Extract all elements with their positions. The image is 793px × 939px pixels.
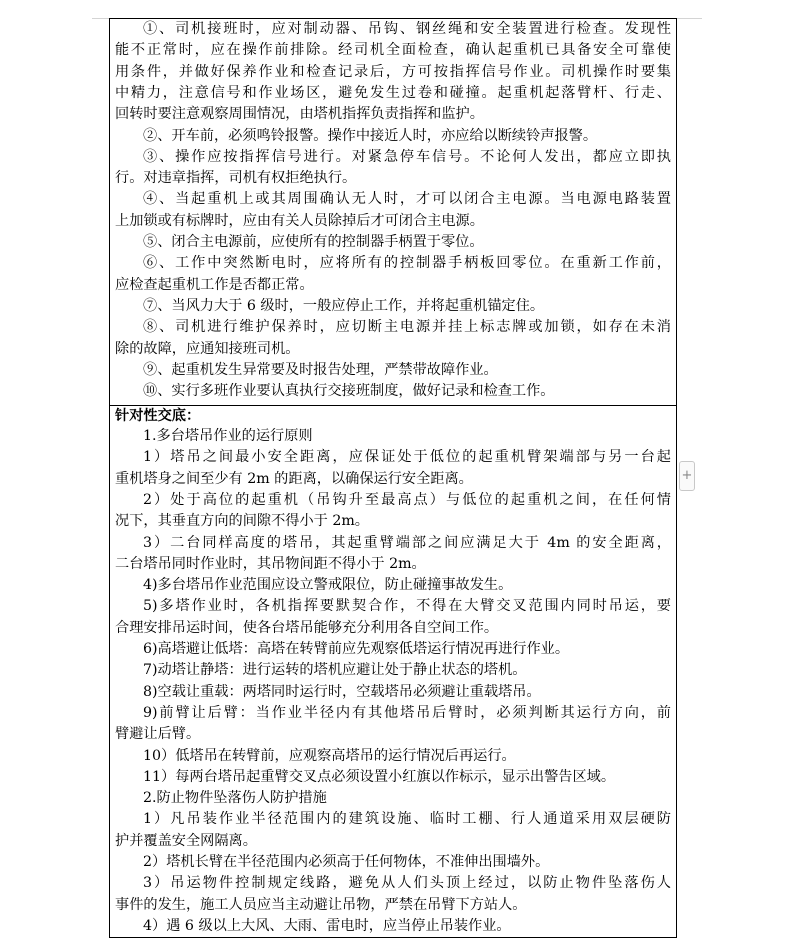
- text-line: 中精力，注意信号和作业场区，避免发生过卷和碰撞。起重机起落臂杆、行走、: [115, 84, 671, 101]
- text-line: 11）每两台塔吊起重臂交叉点必须设置小红旗以作标示，显示出警告区域。: [143, 768, 616, 785]
- text-line: ①、司机接班时，应对制动器、吊钩、钢丝绳和安全装置进行检查。发现性: [143, 21, 671, 37]
- text-line: 2.防止物件坠落伤人防护措施: [143, 790, 327, 807]
- text-line: ⑤、闭合主电源前，应使所有的控制器手柄置于零位。: [143, 234, 484, 250]
- text-line: 4)多台塔吊作业范围应设立警戒限位，防止碰撞事故发生。: [143, 577, 513, 594]
- text-line: 3）吊运物件控制规定线路，避免从人们头顶上经过，以防止物件坠落伤人: [143, 875, 671, 892]
- text-line: 1）凡吊装作业半径范围内的建筑设施、临时工棚、行人通道采用双层硬防: [143, 811, 671, 828]
- text-line: 上加锁或有标牌时，应由有关人员除掉后才可闭合主电源。: [115, 212, 484, 229]
- operation-rules-cell: [110, 19, 676, 405]
- text-line: ③、操作应按指挥信号进行。对紧急停车信号。不论何人发出，都应立即执: [143, 148, 671, 165]
- text-line: ④、当起重机上或其周围确认无人时，才可以闭合主电源。当电源电路装置: [143, 191, 671, 208]
- text-line: 除的故障，应通知接班司机。: [115, 340, 300, 357]
- section-heading: 针对性交底：: [115, 408, 201, 424]
- text-line: 8)空载让重载：两塔同时运行时，空载塔吊必须避让重载塔吊。: [143, 683, 541, 700]
- text-line: ⑦、当风力大于 6 级时，一般应停止工作，并将起重机锚定住。: [143, 297, 545, 314]
- text-line: 回转时要注意观察周围情况，由塔机指挥负责指挥和监护。: [115, 106, 484, 123]
- text-line: 用条件，并做好保养作业和检查记录后，方可按指挥信号作业。司机操作时要集: [115, 63, 671, 80]
- text-line: 能不正常时，应在操作前排除。经司机全面检查，确认起重机已具备安全可靠使: [115, 42, 671, 59]
- text-line: 4）遇 6 级以上大风、大雨、雷电时，应当停止吊装作业。: [143, 917, 511, 934]
- text-line: 二台塔吊同时作业时，其吊物间距不得小于 2m。: [115, 555, 426, 572]
- text-line: ②、开车前，必须鸣铃报警。操作中接近人时，亦应给以断续铃声报警。: [143, 127, 598, 144]
- text-line: ⑩、实行多班作业要认真执行交接班制度，做好记录和检查工作。: [143, 383, 555, 400]
- text-line: 护并覆盖安全网隔离。: [115, 832, 257, 849]
- text-line: 臂避让后臂。: [115, 726, 201, 743]
- text-line: 1）塔吊之间最小安全距离，应保证处于低位的起重机臂架端部与另一台起: [143, 449, 671, 466]
- text-line: 9)前臂让后臂：当作业半径内有其他塔吊后臂时，必须判断其运行方向，前: [143, 704, 671, 721]
- text-line: 2）塔机长臂在半径范围内必须高于任何物体，不准伸出围墙外。: [143, 854, 550, 870]
- text-line: ⑧、司机进行维护保养时，应切断主电源并挂上标志牌或加锁，如存在未消: [143, 319, 671, 336]
- text-line: 10）低塔吊在转臂前，应观察高塔吊的运行情况后再运行。: [143, 747, 516, 764]
- text-line: 应检查起重机工作是否都正常。: [115, 276, 314, 293]
- text-line: 1.多台塔吊作业的运行原则: [143, 428, 313, 444]
- text-line: ⑨、起重机发生异常要及时报告处理，严禁带故障作业。: [143, 361, 498, 378]
- text-line: 况下，其垂直方向的间隙不得小于 2m。: [115, 513, 369, 530]
- text-line: 6)高塔避让低塔：高塔在转臂前应先观察低塔运行情况再进行作业。: [143, 641, 570, 657]
- text-line: 5)多塔作业时，各机指挥要默契合作，不得在大臂交叉范围内同时吊运，要: [143, 598, 671, 615]
- text-line: 7)动塔让静塔：进行运转的塔机应避让处于静止状态的塔机。: [143, 662, 527, 679]
- text-line: 重机塔身之间至少有 2m 的距离，以确保运行安全距离。: [115, 470, 473, 487]
- targeted-briefing-cell: [110, 406, 676, 938]
- add-row-button[interactable]: +: [679, 461, 695, 491]
- text-line: ⑥、工作中突然断电时，应将所有的控制器手柄板回零位。在重新工作前，: [143, 255, 671, 272]
- text-line: 事件的发生，施工人员应当主动避让吊物，严禁在吊臂下方站人。: [115, 896, 527, 913]
- text-line: 行。对违章指挥，司机有权拒绝执行。: [115, 170, 357, 187]
- text-line: 合理安排吊运时间，使各台塔吊能够充分利用各自空间工作。: [115, 619, 499, 636]
- text-line: 2）处于高位的起重机（吊钩升至最高点）与低位的起重机之间，在任何情: [143, 491, 671, 508]
- document-table: [109, 18, 677, 938]
- text-line: 3）二台同样高度的塔吊，其起重臂端部之间应满足大于 4m 的安全距离，: [143, 534, 671, 551]
